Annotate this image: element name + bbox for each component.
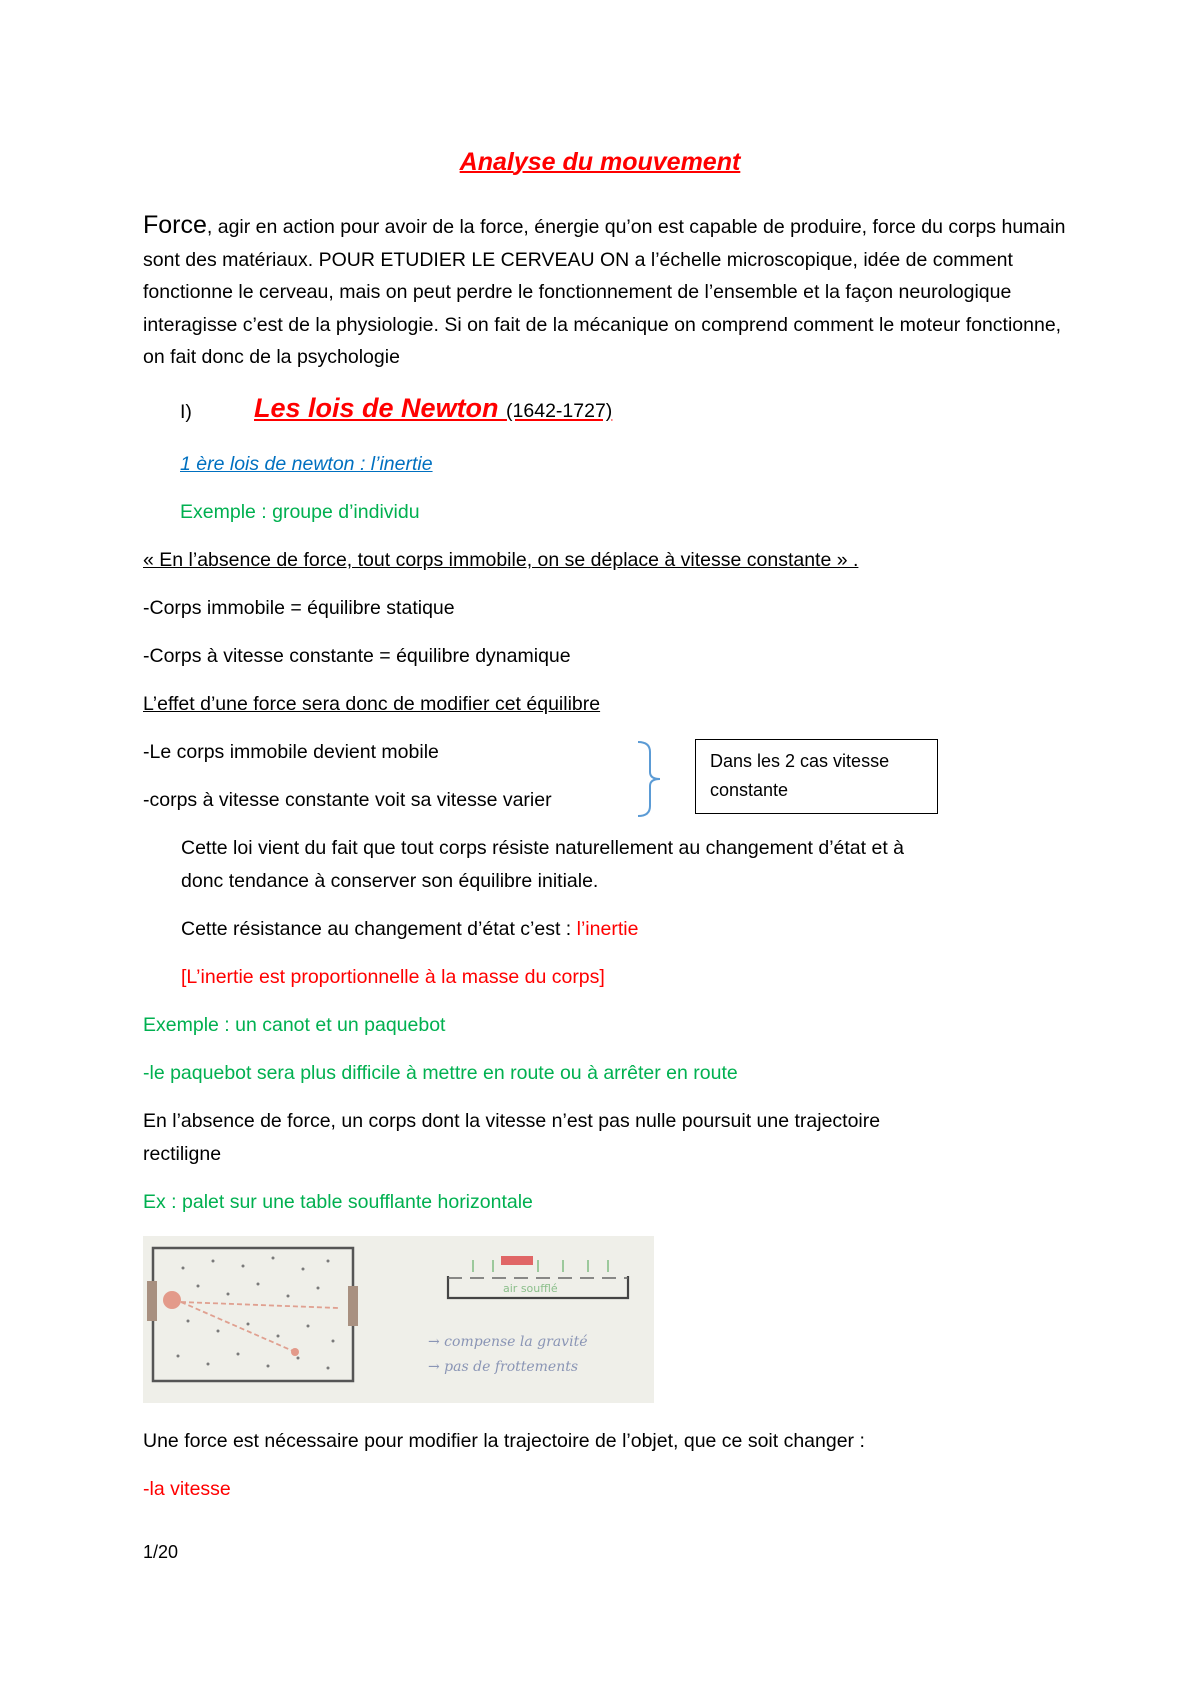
- section-heading: [254, 393, 612, 424]
- inertia-prefix: Cette résistance au changement d’état c’est :: [181, 918, 577, 940]
- law1-quote: « En l’absence de force, tout corps immobile, on se déplace à vitesse constante » .: [143, 549, 859, 571]
- air-table-sketch: [143, 1236, 654, 1403]
- note-box: Dans les 2 cas vitesse constante: [695, 739, 938, 814]
- section-dates: (1642-1727): [506, 400, 613, 422]
- page-title: Analyse du mouvement: [459, 148, 741, 176]
- law1-heading: 1 ère lois de newton : l’inertie: [180, 453, 433, 475]
- sketch-note-gravity: → compense la gravité: [428, 1334, 588, 1350]
- rectilinear-line1: En l’absence de force, un corps dont la vitesse n’est pas nulle poursuit une trajectoire: [143, 1110, 881, 1132]
- page-number: 1/20: [143, 1542, 179, 1562]
- inertia-definition: [181, 913, 638, 945]
- force-needed: Une force est nécessaire pour modifier la trajectoire de l’objet, que ce soit changer :: [143, 1430, 865, 1452]
- dynamic-equilibrium: -Corps à vitesse constante = équilibre dynamique: [143, 645, 571, 667]
- becomes-mobile: -Le corps immobile devient mobile: [143, 741, 439, 763]
- svg-text:air soufflé: air soufflé: [503, 1282, 558, 1295]
- sketch-note-friction: → pas de frottements: [428, 1359, 579, 1375]
- inertia-mass: [L’inertie est proportionnelle à la masse du corps]: [181, 966, 605, 988]
- resistance-line2: donc tendance à conserver son équilibre initiale.: [181, 870, 599, 892]
- section-number: I): [180, 401, 192, 423]
- intro-text: , agir en action pour avoir de la force, énergie qu’on est capable de produire, force du corps humain sont des matériaux. POUR ETUDIER LE CERVEAU ON a l’échelle microscopique, idée de comment fonctionne le cerveau, mais on peut perdre le fonctionnement de l’ensemble et la façon neurologique interagisse c’est de la physiologie. Si on fait de la mécanique on comprend comment le moteur fonctionne, on fait donc de la psychologie: [143, 216, 1066, 368]
- static-equilibrium: -Corps immobile = équilibre statique: [143, 597, 455, 619]
- section-title: Les lois de Newton: [254, 393, 507, 423]
- brace-icon: [636, 740, 672, 818]
- ship-line: -le paquebot sera plus difficile à mettre en route ou à arrêter en route: [143, 1062, 738, 1084]
- intro-lead: Force: [143, 211, 207, 239]
- resistance-line1: Cette loi vient du fait que tout corps résiste naturellement au changement d’état et à: [181, 837, 905, 859]
- example-boats: Exemple : un canot et un paquebot: [143, 1014, 446, 1036]
- force-effect: L’effet d’une force sera donc de modifier cet équilibre: [143, 693, 601, 715]
- air-table-photo: [143, 1236, 654, 1403]
- speed-item: -la vitesse: [143, 1478, 231, 1500]
- inertia-word: l’inertie: [576, 918, 639, 940]
- rectilinear-line2: rectiligne: [143, 1143, 222, 1165]
- intro-paragraph: [143, 209, 1073, 374]
- example-table: Ex : palet sur une table soufflante horizontale: [143, 1191, 533, 1213]
- example-group: Exemple : groupe d’individu: [180, 501, 420, 523]
- speed-varies: -corps à vitesse constante voit sa vitesse varier: [143, 789, 552, 811]
